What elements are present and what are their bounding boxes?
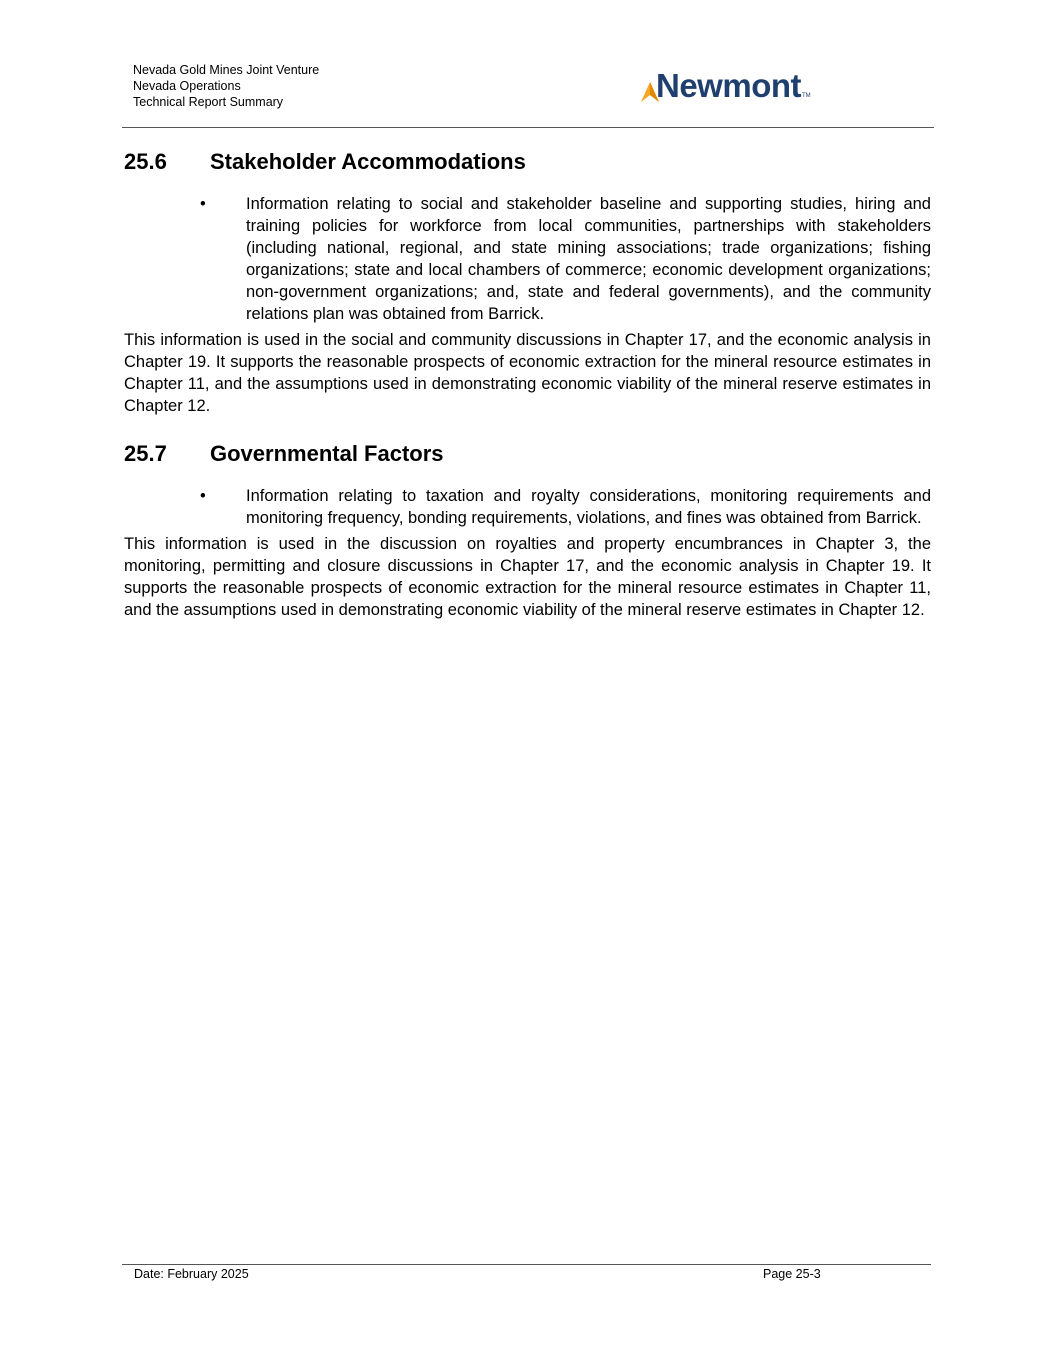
header-divider bbox=[122, 127, 934, 128]
section-heading-25-7 bbox=[124, 439, 931, 471]
page-body bbox=[124, 147, 931, 621]
list-item bbox=[124, 485, 931, 529]
logo-trademark: TM bbox=[802, 93, 811, 99]
bullet-icon: • bbox=[200, 487, 206, 505]
header-report-type: Technical Report Summary bbox=[133, 95, 284, 109]
document-header bbox=[133, 62, 319, 110]
bullet-list bbox=[124, 193, 931, 325]
footer-page-number: Page 25-3 bbox=[763, 1267, 821, 1281]
bullet-list bbox=[124, 485, 931, 529]
body-paragraph: This information is used in the discussion on royalties and property encumbrances in Chapter 3, the monitoring, permitting and closure discussions in Chapter 17, and the economic analysis in Chapter 19. It supports the reasonable prospects of economic extraction for the mineral resource estimates in Chapter 11, and the assumptions used in demonstrating economic viability of the mineral reserve estimates in Chapter 12. bbox=[124, 535, 931, 619]
bullet-icon: • bbox=[200, 195, 206, 213]
list-item-text: Information relating to taxation and royalty considerations, monitoring requirements and monitoring frequency, bonding requirements, violations, and fines was obtained from Barrick. bbox=[246, 487, 931, 527]
list-item bbox=[124, 193, 931, 325]
header-company: Nevada Gold Mines Joint Venture bbox=[133, 63, 320, 77]
logo-wordmark: Newmont bbox=[656, 67, 801, 104]
body-paragraph: This information is used in the social and community discussions in Chapter 17, and the economic analysis in Chapter 19. It supports the reasonable prospects of economic extraction for the mineral resource estimates in Chapter 11, and the assumptions used in demonstrating economic viability of the mineral reserve estimates in Chapter 12. bbox=[124, 331, 931, 415]
footer-date: Date: February 2025 bbox=[134, 1267, 249, 1281]
header-operations: Nevada Operations bbox=[133, 79, 241, 93]
section-title: Governmental Factors bbox=[210, 441, 444, 466]
section-number: 25.7 bbox=[124, 441, 167, 466]
newmont-logo bbox=[640, 68, 811, 102]
section-number: 25.6 bbox=[124, 149, 167, 174]
footer-divider bbox=[122, 1264, 931, 1265]
list-item-text: Information relating to social and stakeholder baseline and supporting studies, hiring and training policies for workforce from local communities, partnerships with stakeholders (including national, regional, and state mining associations; trade organizations; fishing organizations; state and local chambers of commerce; economic development organizations; non-government organizations; and, state and federal governments), and the community relations plan was obtained from Barrick. bbox=[246, 195, 931, 323]
section-heading-25-6 bbox=[124, 147, 931, 179]
section-title: Stakeholder Accommodations bbox=[210, 149, 526, 174]
